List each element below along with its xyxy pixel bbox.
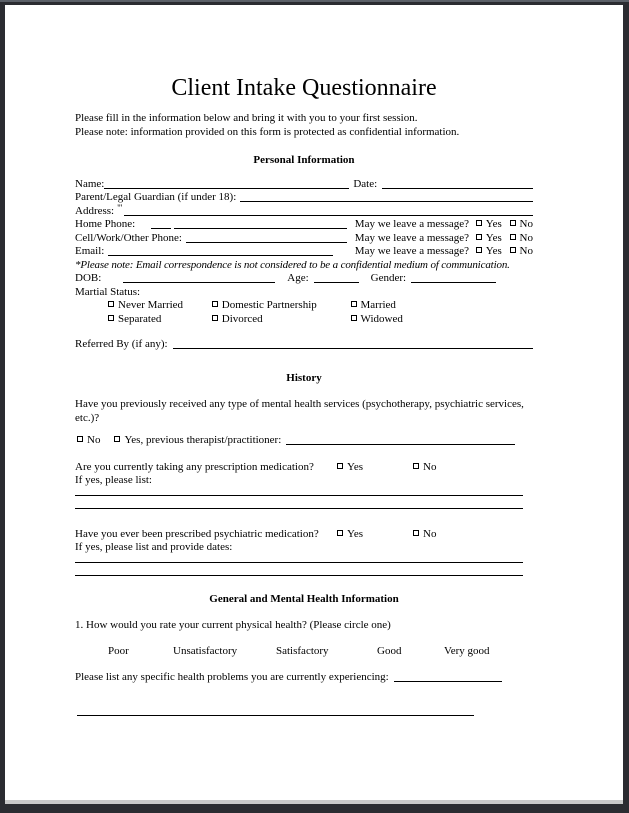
name-date-row [75,178,533,192]
prescription-no [413,461,436,473]
checkbox-email-message-yes[interactable] [476,247,482,253]
question-psychiatric: Have you ever been prescribed psychiatric medication? [75,527,319,540]
marital-option-domestic-partnership [212,299,348,313]
home-phone-field [75,218,347,232]
no-option [77,434,100,448]
date-label: Date: [353,177,378,190]
guardian-row [75,191,533,205]
section-heading-personal: Personal Information [253,154,355,166]
address-row [75,202,533,219]
document-content [5,5,623,716]
question-prescription: Are you currently taking any prescription medication? [75,460,314,473]
marital-option-label: Never Married [118,299,184,311]
no-label: No [423,527,437,540]
psychiatric-question-block [75,528,533,576]
guardian-field-line[interactable] [240,200,533,202]
email-confidentiality-note: *Please note: Email correspondence is not considered to be a confidential medium of communication. [75,258,510,271]
gender-label: Gender: [370,272,407,284]
yes-label: Yes [485,218,502,230]
checkbox-prescription-yes[interactable] [337,463,343,469]
no-label: No [519,245,533,257]
email-row [75,245,533,259]
marital-options-row-2 [75,313,533,327]
rating-option-unsatisfactory[interactable]: Unsatisfactory [173,644,238,657]
cell-phone-row [75,232,533,246]
checkbox-psychiatric-no[interactable] [413,530,419,536]
date-field-line[interactable] [382,187,533,189]
referred-by-field-line[interactable] [173,347,533,349]
yes-option [114,434,281,448]
checkbox-cell-message-no[interactable] [510,234,516,240]
marital-option-divorced [212,313,348,327]
prescription-list-line-2[interactable] [75,508,523,509]
checkbox-divorced[interactable] [212,315,218,321]
yes-label: Yes [347,460,364,473]
intro-text [75,112,533,139]
health-problems-continuation-line[interactable] [77,715,474,716]
psychiatric-yes [337,528,363,540]
yes-label: Yes [347,527,364,540]
prescription-question-row [75,461,533,475]
personal-info-fields [75,178,533,352]
intro-line-1: Please fill in the information below and bring it with you to your first session. [75,112,418,124]
dob-label: DOB: [75,272,102,284]
address-artifact: "' [117,202,123,213]
marital-option-label: Separated [118,312,162,325]
previous-services-answer-row [75,434,533,448]
message-question-label: May we leave a message? [354,218,470,230]
checkbox-separated[interactable] [108,315,114,321]
dob-row [75,272,533,286]
email-field [75,245,347,259]
page-title: Client Intake Questionnaire [171,75,437,101]
home-phone-row [75,218,533,232]
marital-options-row-1 [75,299,533,313]
yes-label: Yes [485,245,502,257]
checkbox-domestic-partnership[interactable] [212,301,218,307]
email-label: Email: [75,245,105,257]
psychiatric-if-yes-label: If yes, please list and provide dates: [75,541,233,553]
rating-option-poor[interactable]: Poor [108,644,129,657]
checkbox-widowed[interactable] [351,315,357,321]
marital-option-label: Divorced [221,312,263,325]
yes-label: Yes [485,231,502,244]
checkbox-home-message-yes[interactable] [476,220,482,226]
name-field-line[interactable] [104,187,349,189]
checkbox-psychiatric-yes[interactable] [337,530,343,536]
marital-option-label: Domestic Partnership [221,299,317,311]
rating-option-good[interactable]: Good [377,644,402,657]
health-problems-line[interactable] [394,680,502,682]
marital-option-never-married [108,299,209,313]
message-question-label: May we leave a message? [354,231,470,244]
home-phone-line-a[interactable] [151,227,171,229]
home-phone-message [355,218,533,232]
checkbox-services-yes[interactable] [114,436,120,442]
prescription-question-block [75,461,533,509]
no-label: No [519,231,533,244]
cell-phone-message [355,232,533,246]
marital-option-separated [108,313,209,327]
question-previous-services: Have you previously received any type of mental health services (psychotherapy, psychiatric services, etc.)? [75,398,524,424]
checkbox-never-married[interactable] [108,301,114,307]
rating-option-satisfactory[interactable]: Satisfactory [276,644,329,657]
guardian-label: Parent/Legal Guardian (if under 18): [75,191,237,203]
intro-line-2: Please note: information provided on this form is protected as confidential information. [75,125,460,138]
health-problems-row [75,671,533,685]
section-heading-history: History [286,371,322,384]
marital-option-widowed [351,313,403,325]
psychiatric-list-line-2[interactable] [75,575,523,576]
checkbox-prescription-no[interactable] [413,463,419,469]
checkbox-services-no[interactable] [77,436,83,442]
document-page [5,5,623,804]
referred-by-label: Referred By (if any): [75,338,168,350]
prescription-yes [337,461,363,473]
psychiatric-question-row [75,528,533,542]
home-phone-line-b[interactable] [174,227,347,229]
dob-field-line[interactable] [123,281,275,283]
prescription-if-yes-label: If yes, please list: [75,474,152,486]
gender-field-line[interactable] [411,281,496,283]
cell-phone-line[interactable] [186,241,347,243]
name-label: Name: [75,177,105,190]
prescription-list-line-1[interactable] [75,495,523,496]
checkbox-cell-message-yes[interactable] [476,234,482,240]
message-question-label: May we leave a message? [354,245,470,257]
email-message [355,245,533,259]
marital-option-label: Married [360,299,396,311]
marital-status-label: Martial Status: [75,285,141,298]
yes-option-label: Yes, previous therapist/practitioner: [124,434,282,446]
cell-phone-label: Cell/Work/Other Phone: [75,231,182,244]
psychiatric-list-line-1[interactable] [75,562,523,563]
checkbox-email-message-no[interactable] [510,247,516,253]
cell-phone-field [75,232,347,246]
no-label: No [423,460,437,473]
no-label: No [519,218,533,230]
section-heading-general: General and Mental Health Information [209,592,399,605]
psychiatric-no [413,528,436,540]
marital-option-label: Widowed [360,312,403,325]
rating-option-very-good[interactable]: Very good [444,644,490,657]
age-label: Age: [287,272,309,284]
health-problems-label: Please list any specific health problems you are currently experiencing: [75,671,389,683]
email-line[interactable] [108,254,333,256]
referred-by-row [75,338,533,352]
no-option-label: No [87,434,101,446]
question-physical-health: 1. How would you rate your current physical health? (Please circle one) [75,619,391,631]
health-rating-options [75,645,533,659]
address-label: Address: [75,204,115,217]
home-phone-label: Home Phone: [75,218,136,230]
checkbox-home-message-no[interactable] [510,220,516,226]
previous-therapist-line[interactable] [286,443,515,445]
checkbox-married[interactable] [351,301,357,307]
marital-option-married [351,299,396,311]
address-field-line[interactable] [124,214,533,216]
age-field-line[interactable] [314,281,359,283]
